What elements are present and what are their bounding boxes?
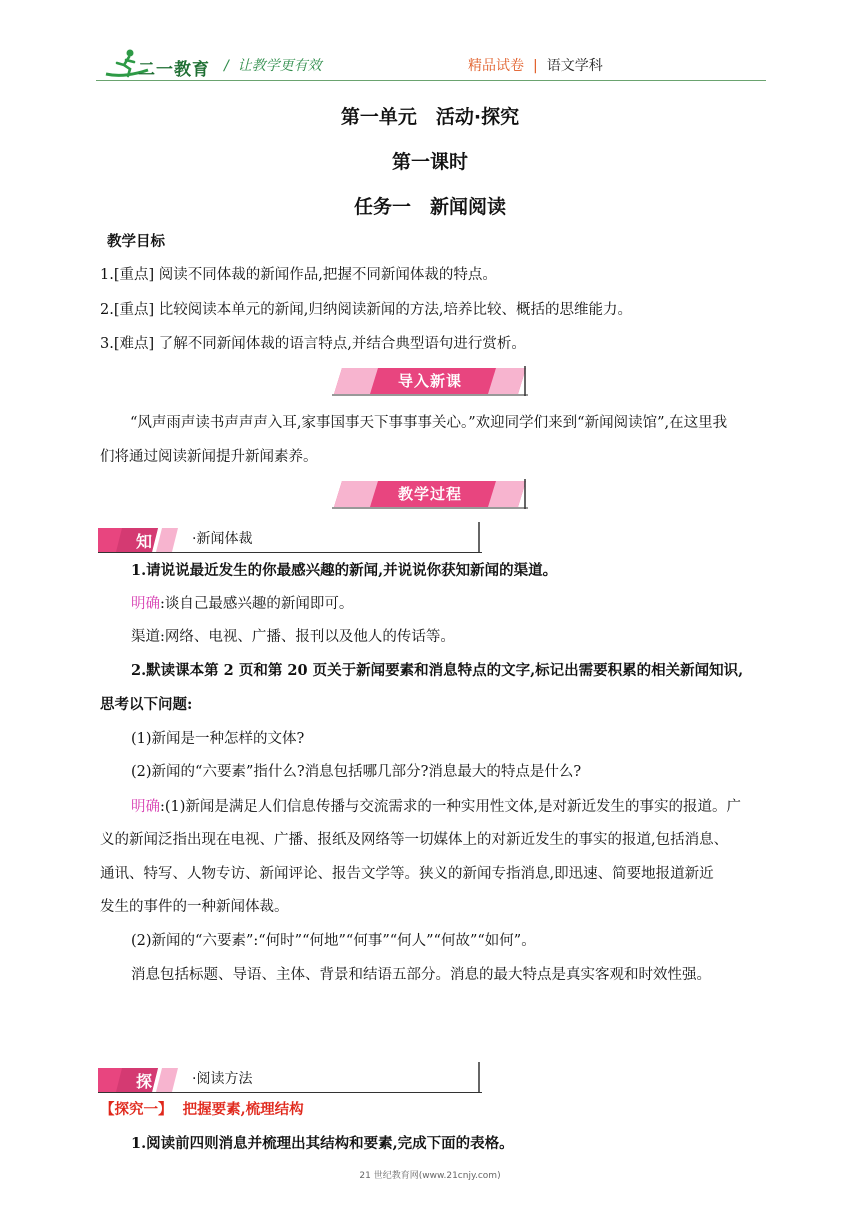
- answer-text: :谈自己最感兴趣的新闻即可。: [160, 596, 354, 612]
- subject-label: 语文学科: [546, 58, 603, 74]
- header-slogan: / 让教学更有效: [224, 58, 322, 74]
- header-separator: |: [533, 58, 538, 74]
- process-banner-label: 教学过程: [397, 485, 462, 503]
- process-banner: [332, 479, 528, 509]
- intro-line: “风声雨声读书声声声入耳,家事国事天下事事事关心。”欢迎同学们来到“新闻阅读馆”,在这里我: [130, 415, 728, 431]
- slogan-text: 让教学更有效: [237, 58, 322, 74]
- question: 思考以下问题:: [100, 696, 193, 713]
- answer-line: 通讯、特写、人物专访、新闻评论、报告文学等。狭义的新闻专指消息,即迅速、简要地报道新近: [100, 866, 714, 882]
- question: 1.阅读前四则消息并梳理出其结构和要素,完成下面的表格。: [131, 1135, 514, 1152]
- answer-label: 明确: [131, 799, 160, 815]
- section-char: 探: [136, 1072, 153, 1091]
- answer-label: 明确: [131, 596, 160, 612]
- answer: [131, 594, 353, 614]
- section-char: 知: [136, 532, 153, 551]
- question: 2.默读课本第 2 页和第 20 页关于新闻要素和消息特点的文字,标记出需要积累的相关新闻知识,: [131, 662, 744, 679]
- answer-line: (2)新闻的“六要素”:“何时”“何地”“何事”“何人”“何故”“如何”。: [131, 933, 536, 949]
- objective-item: 3.[难点] 了解不同新闻体裁的语言特点,并结合典型语句进行赏析。: [100, 336, 526, 352]
- intro-banner-label: 导入新课: [397, 372, 462, 390]
- question: 1.请说说最近发生的你最感兴趣的新闻,并说说你获知新闻的渠道。: [131, 562, 558, 579]
- header-divider: [96, 80, 766, 81]
- answer-line: 消息包括标题、导语、主体、背景和结语五部分。消息的最大特点是真实客观和时效性强。: [131, 967, 711, 983]
- section-label: ·阅读方法: [192, 1071, 253, 1087]
- header-right: [468, 55, 603, 75]
- logo-text: 二一教育: [138, 60, 210, 80]
- section-label: ·新闻体裁: [192, 531, 253, 547]
- explore-tag: 【探究一】: [100, 1101, 173, 1118]
- answer-line: 义的新闻泛指出现在电视、广播、报纸及网络等一切媒体上的对新近发生的事实的报道,包括消息、: [100, 832, 729, 848]
- objective-item: 2.[重点] 比较阅读本单元的新闻,归纳阅读新闻的方法,培养比较、概括的思维能力。: [100, 302, 632, 318]
- section-header-genre: [98, 522, 482, 554]
- sub-question: (1)新闻是一种怎样的文体?: [131, 731, 305, 747]
- answer-line: 渠道:网络、电视、广播、报刊以及他人的传话等。: [131, 629, 455, 645]
- answer-line: 发生的事件的一种新闻体裁。: [100, 899, 289, 915]
- section-header-method: [98, 1062, 482, 1094]
- page-header: [0, 0, 860, 80]
- intro-line: 们将通过阅读新闻提升新闻素养。: [100, 449, 318, 465]
- task-title: 任务一 新闻阅读: [353, 196, 506, 218]
- answer-text: :(1)新闻是满足人们信息传播与交流需求的一种实用性文体,是对新近发生的事实的报道。广: [160, 799, 742, 815]
- sub-question: (2)新闻的“六要素”指什么?消息包括哪几部分?消息最大的特点是什么?: [131, 764, 582, 780]
- unit-title: 第一单元 活动·探究: [340, 106, 520, 128]
- objective-item: 1.[重点] 阅读不同体裁的新闻作品,把握不同新闻体裁的特点。: [100, 267, 497, 283]
- section-tab-icon: [98, 522, 482, 554]
- section-tab-icon: [98, 1062, 482, 1094]
- lesson-title: 第一课时: [391, 151, 468, 173]
- intro-banner: [332, 366, 528, 396]
- explore-title: 把握要素,梳理结构: [182, 1101, 304, 1118]
- objectives-heading: 教学目标: [107, 233, 165, 250]
- page-footer: 21 世纪教育网(www.21cnjy.com): [359, 1171, 501, 1181]
- premium-label: 精品试卷: [468, 58, 524, 74]
- explore-heading: [100, 1100, 304, 1120]
- answer: [131, 797, 741, 817]
